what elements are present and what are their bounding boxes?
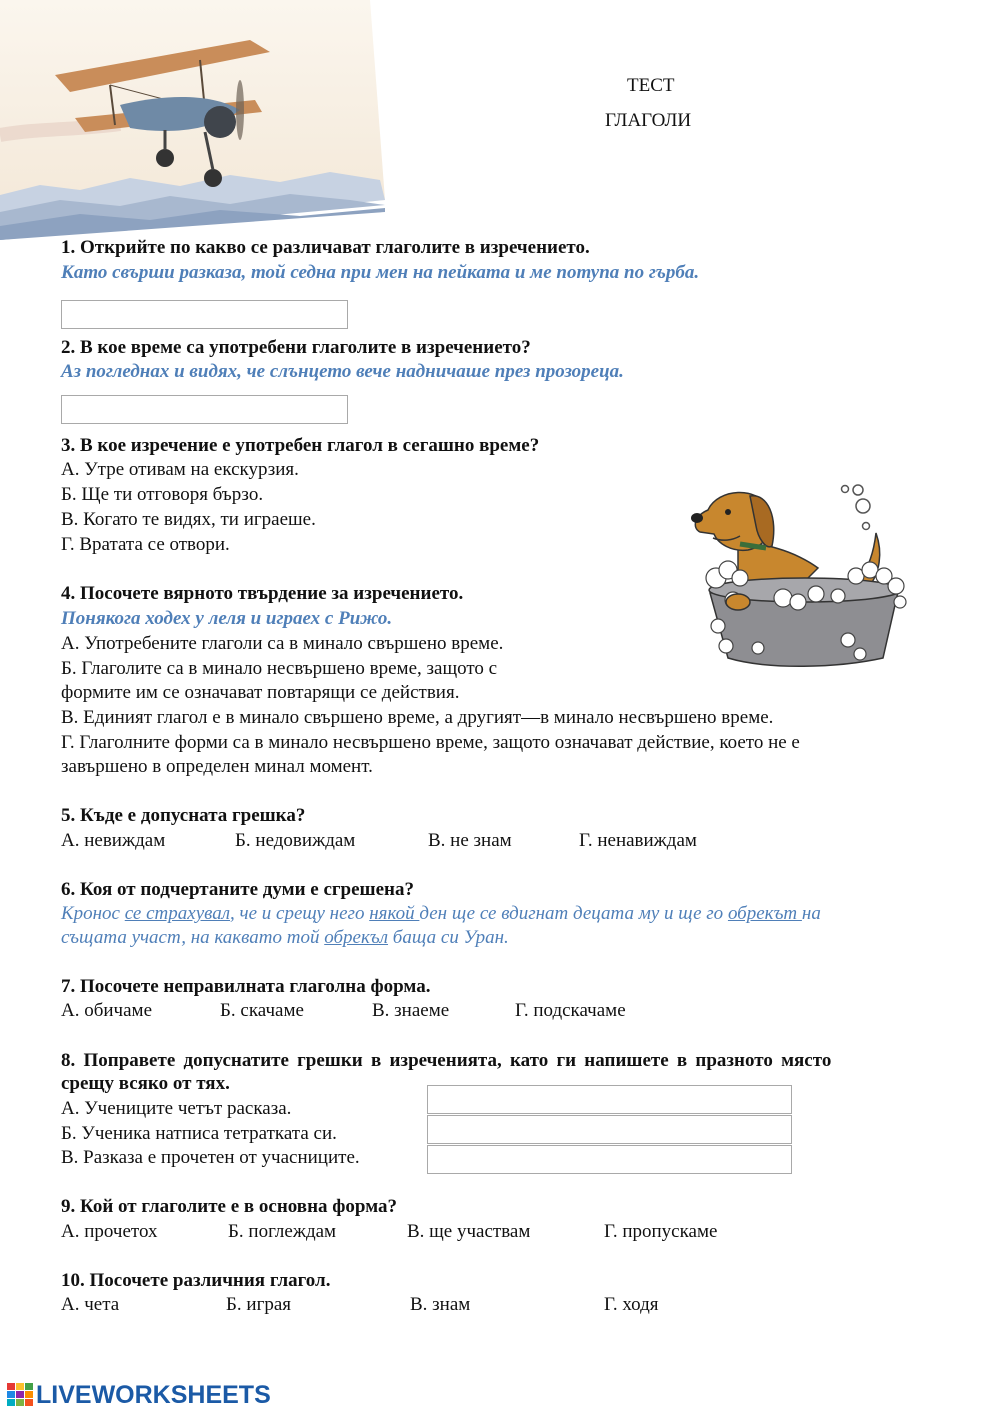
q6-underlined-word-4[interactable]: обрекъл bbox=[324, 927, 389, 948]
q1-question: 1. Открийте по какво се различават глаголите в изречението. bbox=[61, 237, 590, 258]
q2-sentence: Аз погледнах и видях, че слънцето вече надничаше през прозореца. bbox=[61, 361, 624, 382]
q4-option-b-line2[interactable]: формите им се означават повтарящи се действия. bbox=[61, 682, 460, 703]
q10-option-a[interactable]: А. чета bbox=[61, 1294, 120, 1315]
q6-text-part: ден ще се вдигнат децата му и ще го bbox=[419, 903, 728, 924]
q7-question: 7. Посочете неправилната глаголна форма. bbox=[61, 976, 431, 997]
q5-option-d[interactable]: Г. ненавиждам bbox=[579, 830, 697, 851]
q6-text-part: Кронос bbox=[61, 903, 125, 924]
q4-option-a[interactable]: А. Употребените глаголи са в минало свършено време. bbox=[61, 633, 504, 654]
q8-sentence-a: А. Учениците четът расказа. bbox=[61, 1098, 292, 1119]
airplane-illustration bbox=[0, 0, 390, 240]
logo-text: LIVEWORKSHEETS bbox=[36, 1380, 271, 1409]
q9-option-a[interactable]: А. прочетох bbox=[61, 1221, 158, 1242]
q8-answer-input-b[interactable] bbox=[427, 1115, 792, 1144]
q9-option-d[interactable]: Г. пропускаме bbox=[604, 1221, 718, 1242]
q6-text-part: , че и срещу него bbox=[230, 903, 370, 924]
liveworksheets-logo[interactable] bbox=[6, 1380, 271, 1410]
q6-text-part: на bbox=[801, 903, 821, 924]
q9-option-b[interactable]: Б. поглеждам bbox=[228, 1221, 337, 1242]
page-title: ТЕСТ bbox=[627, 75, 675, 96]
q6-text-line1 bbox=[61, 902, 821, 926]
q7-option-b[interactable]: Б. скачаме bbox=[220, 1000, 304, 1021]
q3-question: 3. В кое изречение е употребен глагол в сегашно време? bbox=[61, 435, 540, 456]
logo-blocks-icon bbox=[6, 1382, 34, 1408]
q7-option-c[interactable]: В. знаеме bbox=[372, 1000, 450, 1021]
q10-option-b[interactable]: Б. играя bbox=[226, 1294, 292, 1315]
q1-sentence: Като свърши разказа, той седна при мен на пейката и ме потупа по гърба. bbox=[61, 262, 700, 283]
q5-option-b[interactable]: Б. недовиждам bbox=[235, 830, 356, 851]
page-subtitle: ГЛАГОЛИ bbox=[605, 110, 692, 131]
q8-sentence-b: Б. Ученика натписа тетратката си. bbox=[61, 1123, 337, 1144]
q9-option-c[interactable]: В. ще участвам bbox=[407, 1221, 531, 1242]
q3-option-a[interactable]: А. Утре отивам на екскурзия. bbox=[61, 459, 299, 480]
q10-option-c[interactable]: В. знам bbox=[410, 1294, 471, 1315]
q3-option-b[interactable]: Б. Ще ти отговоря бързо. bbox=[61, 484, 264, 505]
q6-text-part: същата участ, на каквато той bbox=[61, 927, 325, 948]
q8-question-line1: 8. Поправете допуснатите грешки в изреченията, като ги напишете в празното място bbox=[61, 1050, 832, 1071]
q4-option-d-line1[interactable]: Г. Глаголните форми са в минало несвършено време, защото означават действие, което не е bbox=[61, 732, 800, 753]
q6-underlined-word-1[interactable]: се страхувал bbox=[124, 903, 231, 924]
q6-text-part: баща си Уран. bbox=[388, 927, 509, 948]
q7-option-a[interactable]: А. обичаме bbox=[61, 1000, 153, 1021]
q5-option-c[interactable]: В. не знам bbox=[428, 830, 512, 851]
q6-question: 6. Коя от подчертаните думи е сгрешена? bbox=[61, 879, 414, 900]
q2-answer-input[interactable] bbox=[61, 395, 348, 424]
q8-answer-input-c[interactable] bbox=[427, 1145, 792, 1174]
q6-underlined-word-2[interactable]: някой bbox=[369, 903, 420, 924]
q8-question-line2: срещу всяко от тях. bbox=[61, 1073, 230, 1094]
q4-option-d-line2[interactable]: завършено в определен минал момент. bbox=[61, 756, 373, 777]
q4-question: 4. Посочете вярното твърдение за изречението. bbox=[61, 583, 464, 604]
q5-question: 5. Къде е допусната грешка? bbox=[61, 805, 306, 826]
q2-question: 2. В кое време са употребени глаголите в изречението? bbox=[61, 337, 531, 358]
q10-question: 10. Посочете различния глагол. bbox=[61, 1270, 331, 1291]
q5-option-a[interactable]: А. невиждам bbox=[61, 830, 166, 851]
q6-underlined-word-3[interactable]: обрекът bbox=[727, 903, 802, 924]
q10-option-d[interactable]: Г. ходя bbox=[604, 1294, 659, 1315]
q4-option-c[interactable]: В. Единият глагол е в минало свършено време, а другият—в минало несвършено време. bbox=[61, 707, 774, 728]
q1-answer-input[interactable] bbox=[61, 300, 348, 329]
q3-option-d[interactable]: Г. Вратата се отвори. bbox=[61, 534, 230, 555]
q4-option-b-line1[interactable]: Б. Глаголите са в минало несвършено време, защото с bbox=[61, 658, 498, 679]
q8-sentence-c: В. Разказа е прочетен от учасниците. bbox=[61, 1147, 360, 1168]
q8-answer-input-a[interactable] bbox=[427, 1085, 792, 1114]
q7-option-d[interactable]: Г. подскачаме bbox=[515, 1000, 626, 1021]
q9-question: 9. Кой от глаголите е в основна форма? bbox=[61, 1196, 398, 1217]
q6-text-line2 bbox=[61, 926, 509, 950]
q3-option-c[interactable]: В. Когато те видях, ти играеше. bbox=[61, 509, 316, 530]
dog-bath-illustration bbox=[688, 478, 923, 678]
q4-sentence: Понякога ходех у леля и играех с Рижо. bbox=[61, 608, 393, 629]
